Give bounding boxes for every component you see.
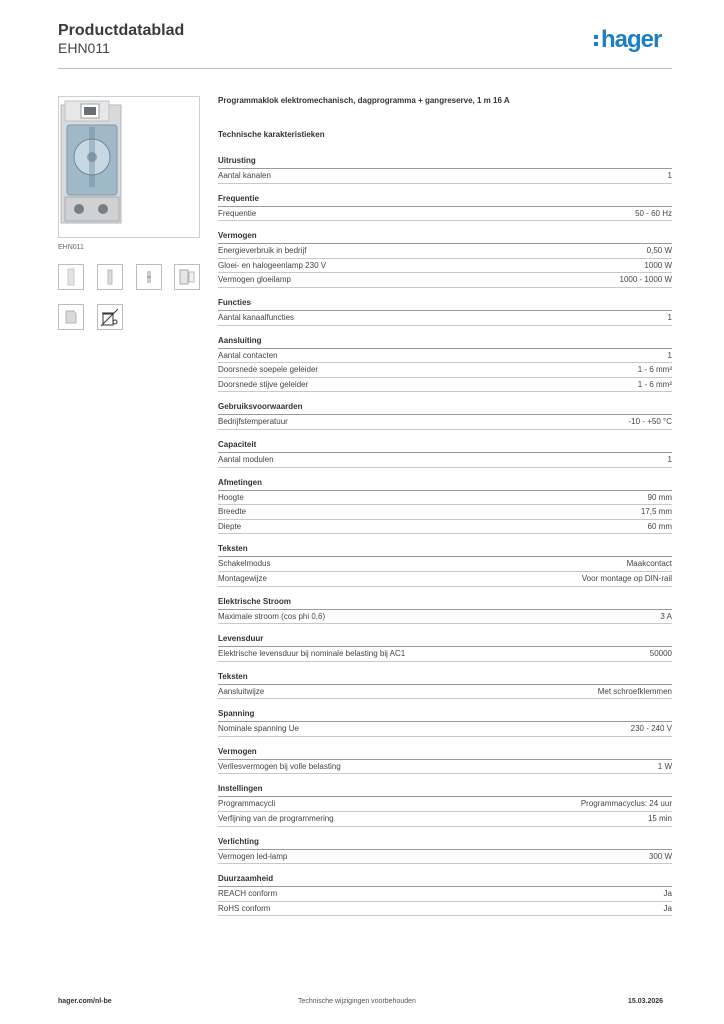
spec-section: [218, 783, 672, 826]
spec-label: Nominale spanning Ue: [218, 724, 299, 734]
spec-value: 50000: [649, 649, 672, 659]
spec-row: [218, 207, 672, 222]
spec-label: Diepte: [218, 521, 242, 531]
spec-row: [218, 378, 672, 393]
spec-row: [218, 610, 672, 625]
section-title: Duurzaamheid: [218, 873, 672, 887]
thumbnail-dimensions[interactable]: [174, 264, 200, 290]
spec-section: [218, 230, 672, 288]
spec-row: [218, 311, 672, 326]
spec-value: 15 min: [647, 814, 672, 824]
spec-label: Breedte: [218, 507, 247, 517]
spec-value: 3 A: [660, 611, 672, 621]
spec-value: Ja: [663, 903, 672, 913]
thumbnail-front[interactable]: [97, 264, 123, 290]
spec-section: [218, 335, 672, 393]
spec-value: Voor montage op DIN-rail: [581, 573, 672, 583]
spec-value: 1: [667, 454, 672, 464]
spec-row: [218, 273, 672, 288]
section-title: Functies: [218, 297, 672, 311]
spec-row: [218, 760, 672, 775]
spec-row: [218, 505, 672, 520]
spec-value: 17,5 mm: [640, 507, 672, 517]
section-title: Capaciteit: [218, 439, 672, 453]
spec-section: [218, 439, 672, 468]
spec-section: [218, 596, 672, 625]
spec-row: [218, 557, 672, 572]
section-title: Afmetingen: [218, 477, 672, 491]
spec-value: Maakcontact: [626, 559, 672, 569]
spec-section: [218, 746, 672, 775]
spec-row: [218, 259, 672, 274]
section-title: Vermogen: [218, 230, 672, 244]
section-title: Teksten: [218, 543, 672, 557]
image-caption: EHN011: [58, 244, 84, 251]
spec-section: [218, 873, 672, 916]
spec-value: 1 - 6 mm²: [637, 379, 672, 389]
section-title: Verlichting: [218, 836, 672, 850]
spec-section: [218, 297, 672, 326]
spec-row: [218, 453, 672, 468]
spec-value: Ja: [663, 889, 672, 899]
spec-label: Maximale stroom (cos phi 0,6): [218, 611, 326, 621]
spec-value: 1 - 6 mm²: [637, 365, 672, 375]
spec-row: [218, 812, 672, 827]
hager-logo[interactable]: [594, 28, 661, 52]
spec-label: Aantal contacten: [218, 350, 278, 360]
spec-label: Aantal kanalen: [218, 171, 271, 180]
spec-section: [218, 543, 672, 586]
spec-value: 300 W: [648, 851, 672, 861]
no-waste-bin-icon: [98, 305, 122, 329]
spec-label: Verfijning van de programmering: [218, 814, 334, 824]
tech-heading: Technische karakteristieken: [218, 130, 325, 139]
section-title: Levensduur: [218, 633, 672, 647]
header-divider: [58, 68, 672, 69]
section-title: Vermogen: [218, 746, 672, 760]
spec-section: [218, 836, 672, 865]
side-view-icon: [59, 305, 83, 329]
spec-value: 1000 - 1000 W: [619, 275, 672, 285]
spec-row: [218, 363, 672, 378]
section-title: Spanning: [218, 708, 672, 722]
spec-value: 1000 W: [644, 260, 672, 270]
spec-label: Hoogte: [218, 492, 244, 502]
footer-disclaimer: Technische wijzigingen voorbehouden: [298, 998, 416, 1005]
spec-value: 60 mm: [647, 521, 672, 531]
spec-value: Met schroefklemmen: [597, 686, 672, 696]
spec-label: Aansluitwijze: [218, 686, 265, 696]
spec-value: 90 mm: [647, 492, 672, 502]
spec-label: Schakelmodus: [218, 559, 271, 569]
spec-label: RoHS conform: [218, 903, 271, 913]
section-title: Frequentie: [218, 193, 672, 207]
section-title: Elektrische Stroom: [218, 596, 672, 610]
spec-row: [218, 797, 672, 812]
spec-row: [218, 415, 672, 430]
thumbnail-wiring[interactable]: [136, 264, 162, 290]
spec-value: 50 - 60 Hz: [635, 208, 672, 218]
spec-label: Frequentie: [218, 208, 257, 218]
spec-label: Programmacycli: [218, 799, 276, 809]
section-title: Instellingen: [218, 783, 672, 797]
spec-row: [218, 244, 672, 259]
spec-section: [218, 401, 672, 430]
spec-row: [218, 169, 672, 184]
spec-value: 1: [667, 312, 672, 322]
spec-row: [218, 647, 672, 662]
spec-row: [218, 349, 672, 364]
product-code: EHN011: [58, 40, 110, 56]
specifications-table: [218, 155, 672, 925]
spec-label: Aantal kanaalfuncties: [218, 312, 295, 322]
spec-section: [218, 671, 672, 700]
spec-row: [218, 685, 672, 700]
product-image[interactable]: [58, 96, 200, 238]
wiring-diagram-icon: [137, 265, 161, 289]
section-title: Aansluiting: [218, 335, 672, 349]
product-thumb-icon: [59, 265, 83, 289]
thumbnail-weee[interactable]: [97, 304, 123, 330]
spec-label: REACH conform: [218, 889, 278, 899]
spec-label: Vermogen gloeilamp: [218, 275, 291, 285]
spec-section: [218, 633, 672, 662]
spec-value: Programmacyclus: 24 uur: [580, 799, 672, 809]
spec-row: [218, 902, 672, 917]
spec-value: 0,50 W: [646, 246, 672, 256]
spec-label: Montagewijze: [218, 573, 267, 583]
spec-row: [218, 491, 672, 506]
spec-section: [218, 708, 672, 737]
spec-label: Gloei- en halogeenlamp 230 V: [218, 260, 327, 270]
spec-label: Energieverbruik in bedrijf: [218, 246, 307, 256]
spec-label: Bedrijfstemperatuur: [218, 417, 288, 427]
spec-value: 1: [667, 350, 672, 360]
footer-date: 15.03.2026: [628, 998, 664, 1005]
section-title: Uitrusting: [218, 155, 672, 169]
spec-row: [218, 722, 672, 737]
page-title: Productdatablad: [58, 22, 185, 39]
spec-row: [218, 520, 672, 535]
footer-website-link[interactable]: hager.com/nl-be: [58, 998, 112, 1005]
thumbnail-side[interactable]: [58, 304, 84, 330]
spec-value: 1 W: [657, 761, 672, 771]
thumbnail-product[interactable]: [58, 264, 84, 290]
section-title: Teksten: [218, 671, 672, 685]
spec-label: Vermogen led-lamp: [218, 851, 288, 861]
spec-value: 230 - 240 V: [630, 724, 672, 734]
spec-value: 1: [667, 171, 672, 180]
dimension-drawing-icon: [175, 265, 199, 289]
front-view-icon: [98, 265, 122, 289]
section-title: Gebruiksvoorwaarden: [218, 401, 672, 415]
product-photo: [59, 97, 199, 237]
logo-text: hager: [601, 26, 662, 53]
spec-row: [218, 887, 672, 902]
spec-label: Doorsnede soepele geleider: [218, 365, 319, 375]
spec-value: -10 - +50 °C: [628, 417, 672, 427]
spec-label: Aantal modulen: [218, 454, 274, 464]
spec-section: [218, 193, 672, 222]
spec-label: Doorsnede stijve geleider: [218, 379, 309, 389]
spec-section: [218, 155, 672, 184]
spec-section: [218, 477, 672, 535]
spec-row: [218, 572, 672, 587]
spec-label: Verliesvermogen bij volle belasting: [218, 761, 341, 771]
spec-label: Elektrische levensduur bij nominale belasting bij AC1: [218, 649, 406, 659]
spec-row: [218, 850, 672, 865]
product-description: Programmaklok elektromechanisch, dagprogramma + gangreserve, 1 m 16 A: [218, 96, 510, 105]
logo-colon-icon: [594, 28, 599, 46]
